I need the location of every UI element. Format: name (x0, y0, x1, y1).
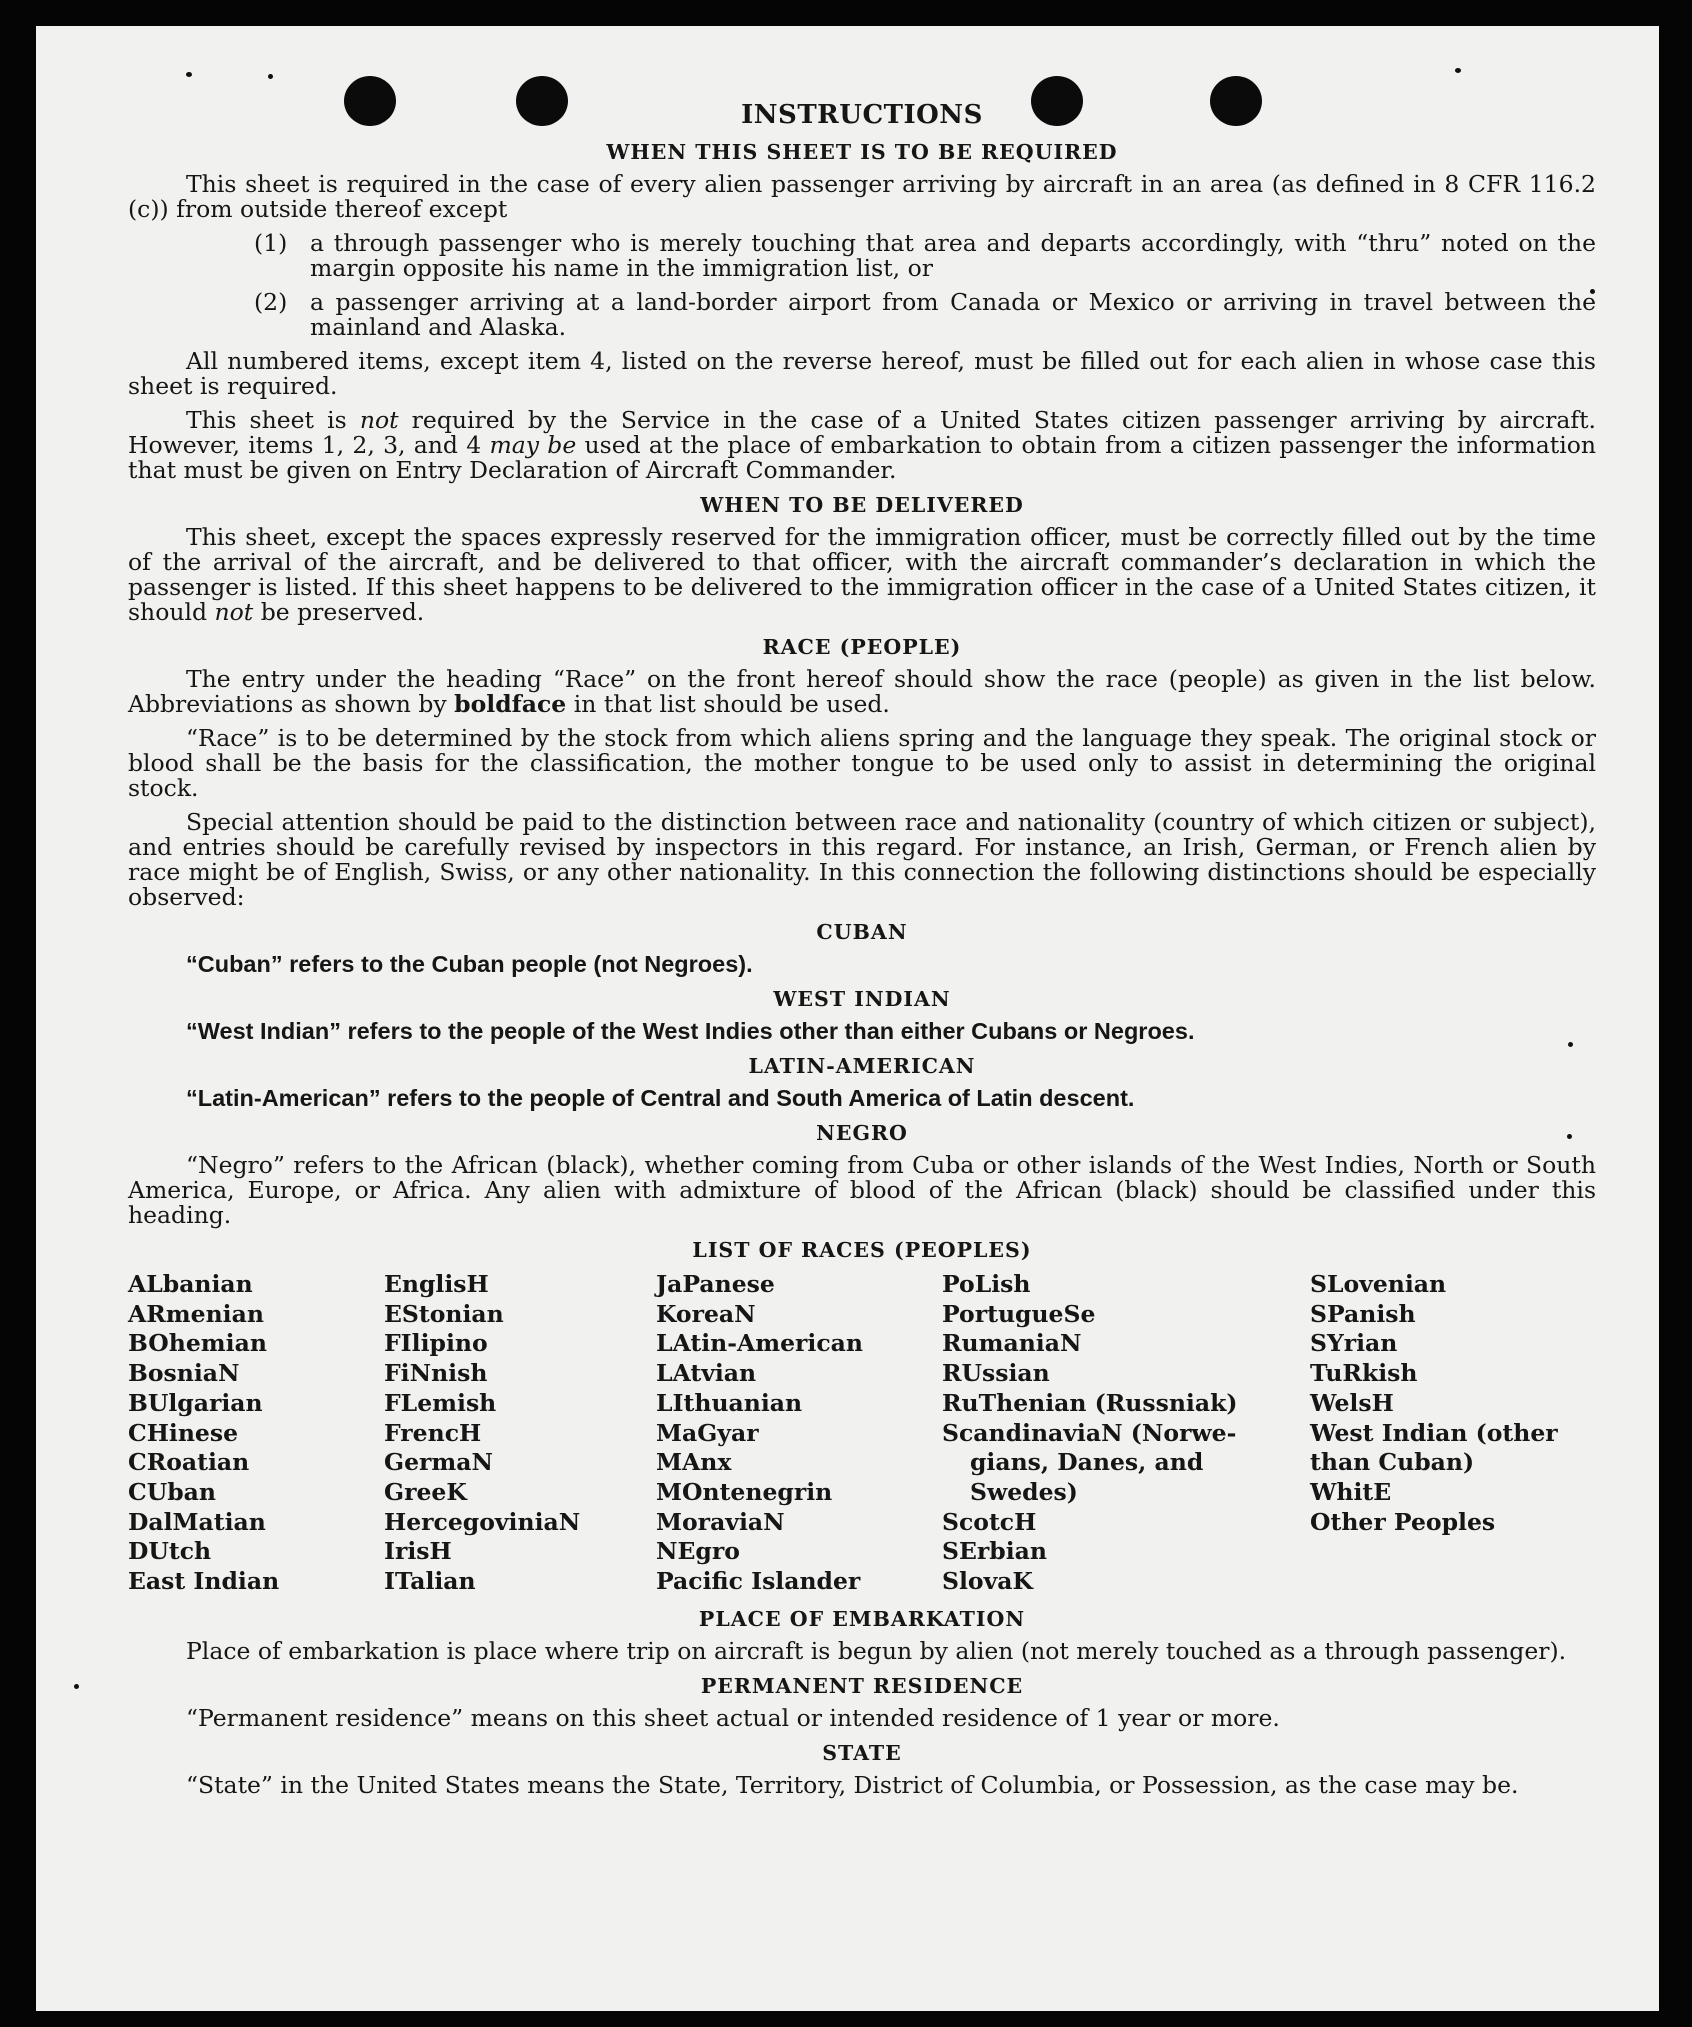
race-entry: WhitE (1310, 1477, 1392, 1506)
race-list (128, 1270, 1596, 1597)
text-run: be preserved. (253, 598, 425, 626)
race-column-2 (384, 1270, 656, 1597)
speck (186, 72, 192, 77)
race-entry: FIlipino (384, 1329, 488, 1358)
race-entry: FiNnish (384, 1359, 488, 1388)
race-entry: SLovenian (1310, 1270, 1447, 1298)
emphasis-not: not (214, 598, 254, 626)
race-entry: RUssian (942, 1359, 1050, 1388)
race-entry: MAnx (656, 1448, 732, 1477)
negro-definition: “Negro” refers to the African (black), whether coming from Cuba or other islands of the West Indies, North or South America, Europe, or Africa. Any alien with admixture of blood of the African (black) should be classified under this heading. (128, 1151, 1596, 1229)
text-run: This sheet is (186, 406, 360, 434)
race-entry: DalMatian (128, 1507, 266, 1536)
instructions-content (128, 100, 1596, 1807)
race-entry: FrencH (384, 1418, 482, 1447)
race-entry: EStonian (384, 1299, 504, 1328)
text-run: in that list should be used. (566, 690, 890, 718)
race-entry: TuRkish (1310, 1359, 1418, 1388)
heading-latin-american: LATIN-AMERICAN (748, 1054, 976, 1078)
heading-west-indian: WEST INDIAN (773, 987, 951, 1011)
item-number: (2) (254, 288, 288, 316)
heading-permanent-residence: PERMANENT RESIDENCE (700, 1673, 1024, 1698)
heading-when-delivered: WHEN TO BE DELIVERED (700, 493, 1024, 517)
race-entry: RumaniaN (942, 1329, 1082, 1358)
race-entry: West Indian (other (1310, 1418, 1558, 1447)
text-run: This sheet, except the spaces expressly reserved for the immigration officer, must be correctly filled out by the time of the arrival of the aircraft, and be delivered to that officer, with the aircraft commander’s declaration in which the passenger is listed. If this sheet happens to be delivered to the immigration officer in the case of a United States citizen, it should (128, 523, 1596, 626)
item-number: (1) (254, 229, 288, 257)
race-entry: MOntenegrin (656, 1477, 833, 1506)
race-entry: HercegoviniaN (384, 1507, 581, 1536)
race-entry: LAtvian (656, 1359, 757, 1388)
race-entry: MaGyar (656, 1418, 759, 1447)
embarkation-paragraph: Place of embarkation is place where trip on aircraft is begun by alien (not merely touched as a through passenger). (186, 1636, 1567, 1665)
item-text: a through passenger who is merely touching that area and departs accordingly, with “thru” noted on the margin opposite his name in the immigration list, or (310, 229, 1596, 282)
page-title: INSTRUCTIONS (741, 100, 983, 130)
emphasis-may-be: may be (489, 431, 577, 459)
race-entry: RuThenian (Russniak) (942, 1388, 1238, 1417)
item-text: a passenger arriving at a land-border airport from Canada or Mexico or arriving in travel between the mainland and Alaska. (310, 288, 1596, 341)
race-entry: CUban (128, 1477, 216, 1506)
when-required-intro: This sheet is required in the case of every alien passenger arriving by aircraft in an area (as defined in 8 CFR 116.2 (c)) from outside thereof except (128, 170, 1596, 223)
race-entry: BUlgarian (128, 1388, 263, 1417)
race-entry: GermaN (384, 1448, 493, 1477)
race-entry: FLemish (384, 1388, 497, 1417)
race-paragraph-3: Special attention should be paid to the distinction between race and nationality (country of which citizen or subject), and entries should be carefully revised by inspectors in this regard. For instance, an Irish, German, or French alien by race might be of English, Swiss, or any other nationality. In this connection the following distinctions should be especially observed: (128, 808, 1596, 911)
race-entry: Pacific Islander (656, 1567, 861, 1596)
race-entry: DUtch (128, 1537, 212, 1566)
race-paragraph-2: “Race” is to be determined by the stock from which aliens spring and the language they speak. The original stock or blood shall be the basis for the classification, the mother tongue to be used only to assist in determining the original stock. (128, 724, 1596, 802)
state-paragraph: “State” in the United States means the State, Territory, District of Columbia, or Possession, as the case may be. (186, 1770, 1519, 1799)
race-entry: LIthuanian (656, 1388, 803, 1417)
speck (1455, 68, 1461, 73)
race-entry-continuation: than Cuban) (1310, 1448, 1475, 1477)
race-entry: SlovaK (942, 1567, 1033, 1596)
heading-when-required: WHEN THIS SHEET IS TO BE REQUIRED (606, 140, 1118, 164)
race-entry: BOhemian (128, 1329, 267, 1358)
race-entry: LAtin-American (656, 1329, 863, 1358)
race-entry: ARmenian (128, 1299, 264, 1328)
race-entry: SYrian (1310, 1329, 1398, 1358)
race-entry: SPanish (1310, 1299, 1416, 1328)
race-entry: WelsH (1310, 1388, 1394, 1417)
race-entry-continuation: Swedes) (970, 1477, 1078, 1506)
race-entry: KoreaN (656, 1299, 756, 1328)
heading-cuban: CUBAN (816, 920, 908, 944)
heading-embarkation: PLACE OF EMBARKATION (698, 1606, 1026, 1631)
race-entry-continuation: gians, Danes, and (970, 1448, 1204, 1477)
race-entry: JaPanese (656, 1270, 775, 1298)
exception-item-1 (254, 231, 1596, 281)
race-entry: ALbanian (128, 1270, 253, 1298)
race-entry: ITalian (384, 1567, 476, 1596)
latin-american-definition: “Latin-American” refers to the people of Central and South America of Latin descent. (186, 1085, 1135, 1111)
heading-negro: NEGRO (816, 1121, 908, 1145)
speck (268, 74, 273, 79)
race-entry: IrisH (384, 1537, 452, 1566)
west-indian-definition: “West Indian” refers to the people of the West Indies other than either Cubans or Negroes. (186, 1018, 1195, 1044)
text-run: The entry under the heading “Race” on the front hereof should show the race (people) as given in the list below. Abbreviations as shown by (128, 665, 1596, 718)
citizen-paragraph (128, 408, 1596, 483)
race-entry: CRoatian (128, 1448, 250, 1477)
residence-paragraph: “Permanent residence” means on this sheet actual or intended residence of 1 year or more. (186, 1703, 1280, 1732)
text-run: used at the place of embarkation to obtain from a citizen passenger the information that must be given on Entry Declaration of Aircraft Commander. (128, 431, 1596, 484)
exception-item-2 (254, 290, 1596, 340)
race-entry: East Indian (128, 1567, 280, 1596)
heading-state: STATE (822, 1740, 902, 1765)
race-entry: CHinese (128, 1418, 239, 1447)
race-entry: Other Peoples (1310, 1507, 1496, 1536)
race-entry: NEgro (656, 1537, 740, 1566)
race-entry: PoLish (942, 1270, 1031, 1298)
speck (74, 1684, 79, 1689)
race-column-4 (942, 1270, 1310, 1597)
heading-race: RACE (PEOPLE) (762, 635, 962, 659)
race-entry: SErbian (942, 1537, 1047, 1566)
race-entry: EnglisH (384, 1270, 489, 1298)
race-entry: ScotcH (942, 1507, 1037, 1536)
race-entry: BosniaN (128, 1359, 240, 1388)
race-entry: MoraviaN (656, 1507, 785, 1536)
race-column-1 (128, 1270, 384, 1597)
bold-word-boldface: boldface (454, 690, 567, 718)
heading-list-of-races: LIST OF RACES (PEOPLES) (692, 1238, 1032, 1262)
emphasis-not: not (359, 406, 399, 434)
text-run: required by the Service in the case of a United States citizen passenger arriving by aircraft. However, items 1, 2, 3, and 4 (128, 406, 1596, 459)
delivery-paragraph (128, 525, 1596, 625)
race-entry: PortugueSe (942, 1299, 1096, 1328)
cuban-definition: “Cuban” refers to the Cuban people (not Negroes). (186, 951, 753, 977)
race-paragraph-1 (128, 667, 1596, 717)
race-column-5 (1310, 1270, 1596, 1597)
numbered-items-paragraph: All numbered items, except item 4, listed on the reverse hereof, must be filled out for each alien in whose case this sheet is required. (128, 347, 1596, 400)
race-entry: GreeK (384, 1477, 467, 1506)
race-column-3 (656, 1270, 942, 1597)
instruction-sheet (36, 26, 1659, 2011)
race-entry: ScandinaviaN (Norwe- (942, 1418, 1237, 1447)
